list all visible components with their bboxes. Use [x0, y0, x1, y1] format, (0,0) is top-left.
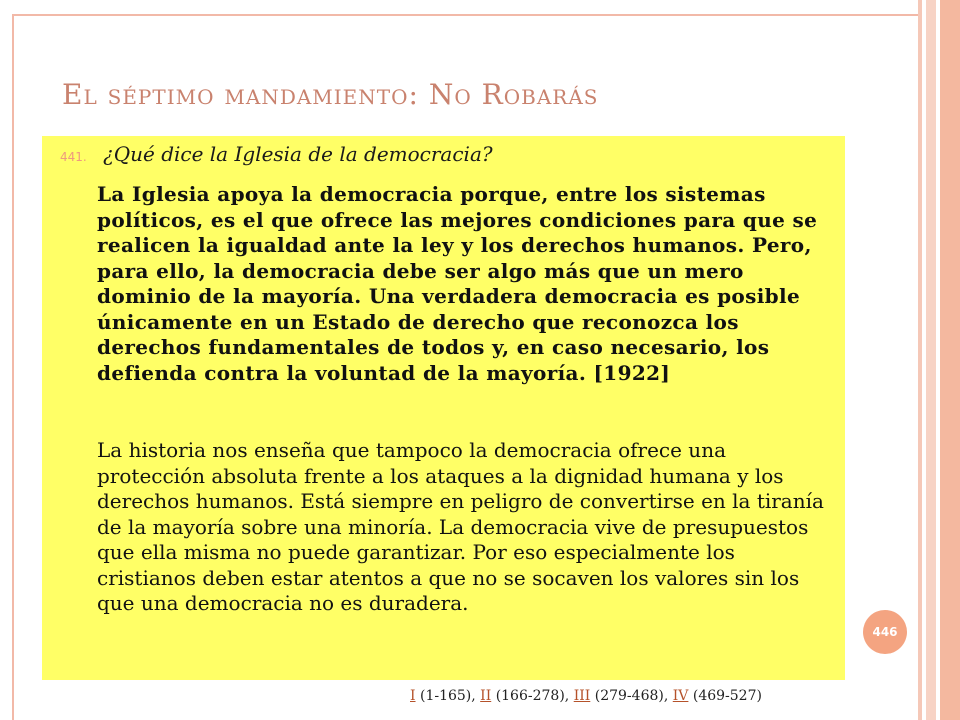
decorative-bar	[918, 0, 922, 720]
slide-frame-left	[12, 14, 14, 720]
footer-nav	[410, 688, 850, 704]
decorative-bar	[926, 0, 936, 720]
commentary-text: La historia nos enseña que tampoco la democracia ofrece una protección absoluta frente a los ataques a la dignidad humana y los derechos humanos. Está siempre en peligro de convertirse en la tiranía de la mayoría sobre una minoría. La democracia vive de presupuestos que ella misma no puede garantizar. Por eso especialmente los cristianos deben estar atentos a que no se socaven los valores sin los que una democracia no es duradera.	[97, 438, 824, 615]
page-number: 446	[872, 625, 898, 639]
content-box	[42, 136, 845, 680]
question-row	[60, 142, 830, 169]
title-text: El séptimo mandamiento: No Robarás	[62, 78, 599, 111]
footer-range-part-4: (469-527)	[692, 688, 762, 704]
question-number: 441.	[60, 150, 87, 164]
footer-range-part-1: (1-165),	[419, 688, 476, 704]
answer-text: La Iglesia apoya la democracia porque, entre los sistemas políticos, es el que ofrece las mejores condiciones para que se realicen la igualdad ante la ley y los derechos humanos. Pero, para ello, la democracia debe ser algo más que un mero dominio de la mayoría. Una verdadera democracia es posible únicamente en un Estado de derecho que reconozca los derechos fundamentales de todos y, en caso necesario, los defienda contra la voluntad de la mayoría. [1922]	[97, 182, 818, 385]
page-number-badge	[863, 610, 907, 654]
slide-title	[62, 78, 862, 111]
footer-link-part-2[interactable]: II	[480, 688, 492, 704]
decorative-bar	[940, 0, 960, 720]
footer-link-part-1[interactable]: I	[410, 688, 416, 704]
slide-frame-top	[12, 14, 920, 16]
footer-range-part-3: (279-468),	[594, 688, 669, 704]
footer-range-part-2: (166-278),	[495, 688, 570, 704]
footer-link-part-4[interactable]: IV	[672, 688, 689, 704]
question-text: ¿Qué dice la Iglesia de la democracia?	[103, 142, 493, 166]
footer-link-part-3[interactable]: III	[573, 688, 591, 704]
